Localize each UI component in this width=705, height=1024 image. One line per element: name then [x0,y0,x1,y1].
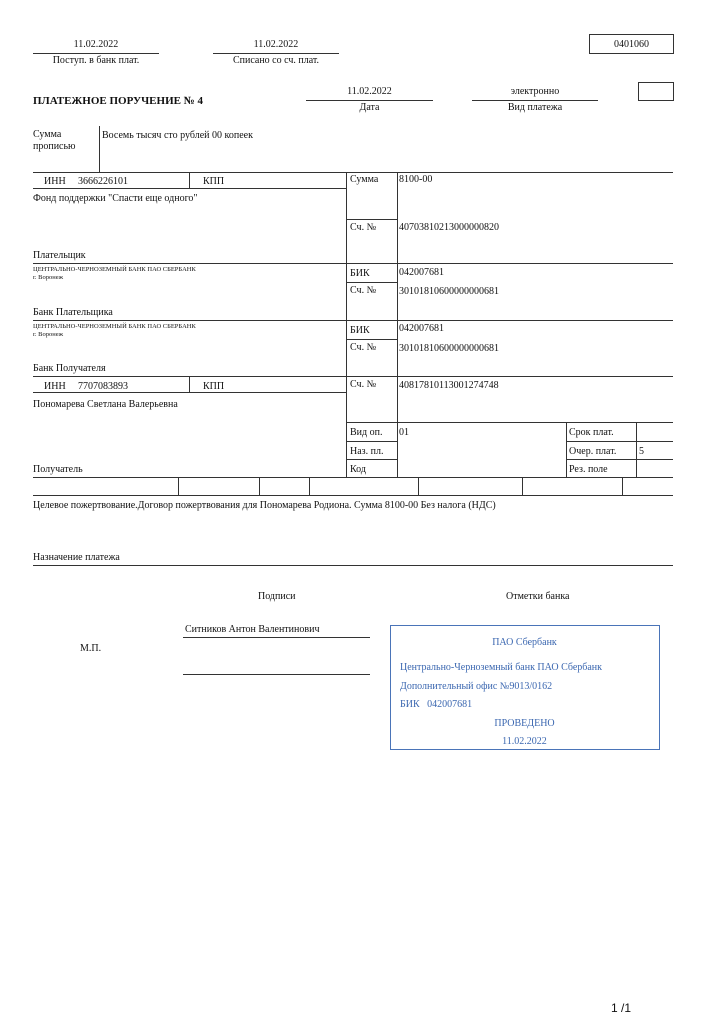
recipient-inn-label: ИНН [44,381,66,392]
payer-bik: 042007681 [399,267,444,278]
debited-date: 11.02.2022 [253,39,299,50]
recipient-bik: 042007681 [399,323,444,334]
order-date: 11.02.2022 [347,86,392,97]
divider [33,188,346,189]
payer-corr-label: Сч. № [350,285,377,296]
divider [33,320,673,321]
signatures-label: Подписи [258,591,296,602]
payer-corr: 30101810600000000681 [399,286,499,297]
recipient-kpp-label: КПП [203,381,225,392]
divider [472,100,598,101]
amount-words-value: Восемь тысяч сто рублей 00 копеек [102,130,253,141]
recipient-bank-city: г. Воронеж [33,331,64,338]
recipient-corr-label: Сч. № [350,342,377,353]
divider [636,422,637,477]
divider [213,53,339,54]
divider [566,459,673,460]
divider [178,477,179,495]
divider [346,441,397,442]
form-code-box [589,34,674,54]
received-date: 11.02.2022 [73,39,119,50]
divider [346,339,397,340]
divider [99,126,100,172]
divider [418,477,419,495]
ocher-label: Очер. плат. [569,446,617,457]
signer-name: Ситников Антон Валентинович [185,624,320,635]
sum-value: 8100-00 [399,174,433,185]
divider [259,477,260,495]
amount-words-label-2: прописью [33,141,76,152]
recipient-bank-name: ЦЕНТРАЛЬНО-ЧЕРНОЗЕМНЫЙ БАНК ПАО СБЕРБАНК [33,323,196,330]
divider [306,100,433,101]
signature-line [183,674,370,675]
divider [346,172,347,477]
vid-op-value: 01 [399,427,409,438]
payer-account-label: Сч. № [350,222,377,233]
ocher-value: 5 [639,446,644,457]
payment-type-label: Вид платежа [507,102,563,113]
divider [346,422,673,423]
payer-kpp-label: КПП [203,176,225,187]
divider [33,495,673,496]
recipient-account: 40817810113001274748 [399,380,499,391]
debited-label: Списано со сч. плат. [232,55,320,66]
page-title: ПЛАТЕЖНОЕ ПОРУЧЕНИЕ № 4 [33,95,204,107]
divider [189,172,190,188]
recipient-label: Получатель [33,464,83,475]
divider [33,392,346,393]
rez-label: Рез. поле [569,464,608,475]
payer-inn: 3666226101 [78,176,128,187]
divider [33,53,159,54]
divider [33,565,673,566]
divider [309,477,310,495]
sum-label: Сумма [350,174,379,185]
divider [566,441,673,442]
divider [522,477,523,495]
kod-label: Код [350,464,366,475]
vid-op-label: Вид оп. [350,427,383,438]
divider [346,219,397,220]
amount-words-label-1: Сумма [33,129,62,140]
recipient-name: Пономарева Светлана Валерьевна [33,399,178,410]
divider [346,459,397,460]
payer-bik-label: БИК [350,268,370,279]
payer-bank-label: Банк Плательщика [33,307,113,318]
divider [397,172,398,477]
stamp-bank: ПАО Сбербанк [492,637,557,648]
divider [33,263,673,264]
naz-pl-label: Наз. пл. [350,446,384,457]
recipient-bik-label: БИК [350,325,370,336]
stamp-date: 11.02.2022 [502,736,547,747]
payer-inn-label: ИНН [44,176,66,187]
recipient-corr: 30101810600000000681 [399,343,499,354]
stamp-bik: БИК 042007681 [400,699,473,710]
srok-label: Срок плат. [569,427,614,438]
purpose-label: Назначение платежа [33,552,120,563]
divider [33,172,673,173]
divider [346,282,397,283]
payment-type: электронно [510,86,560,97]
payer-name: Фонд поддержки "Спасти еще одного" [33,193,198,204]
divider [33,477,673,478]
payer-bank-city: г. Воронеж [33,274,64,281]
payer-account: 40703810213000000820 [399,222,499,233]
purpose-text: Целевое пожертвование.Договор пожертвования для Пономарева Родиона. Сумма 8100-00 Без налога (НДС) [33,500,496,511]
stamp-office: Дополнительный офис №9013/0162 [400,681,553,692]
stamp-branch: Центрально-Черноземный банк ПАО Сбербанк [400,662,603,673]
signature-line [183,637,370,638]
recipient-inn: 7707083893 [78,381,128,392]
bank-stamp [390,625,660,750]
page-number: 1 /1 [611,1001,632,1015]
divider [189,376,190,392]
divider [622,477,623,495]
payer-bank-name: ЦЕНТРАЛЬНО-ЧЕРНОЗЕМНЫЙ БАНК ПАО СБЕРБАНК [33,266,196,273]
recipient-account-label: Сч. № [350,379,377,390]
mp-label: М.П. [80,643,102,654]
received-label: Поступ. в банк плат. [52,55,140,66]
recipient-bank-label: Банк Получателя [33,363,106,374]
form-code: 0401060 [614,39,649,50]
divider [33,376,673,377]
payer-label: Плательщик [33,250,86,261]
status-box [638,82,674,101]
stamp-status: ПРОВЕДЕНО [494,718,555,729]
order-date-label: Дата [359,102,380,113]
bank-marks-label: Отметки банка [506,591,570,602]
divider [566,422,567,477]
